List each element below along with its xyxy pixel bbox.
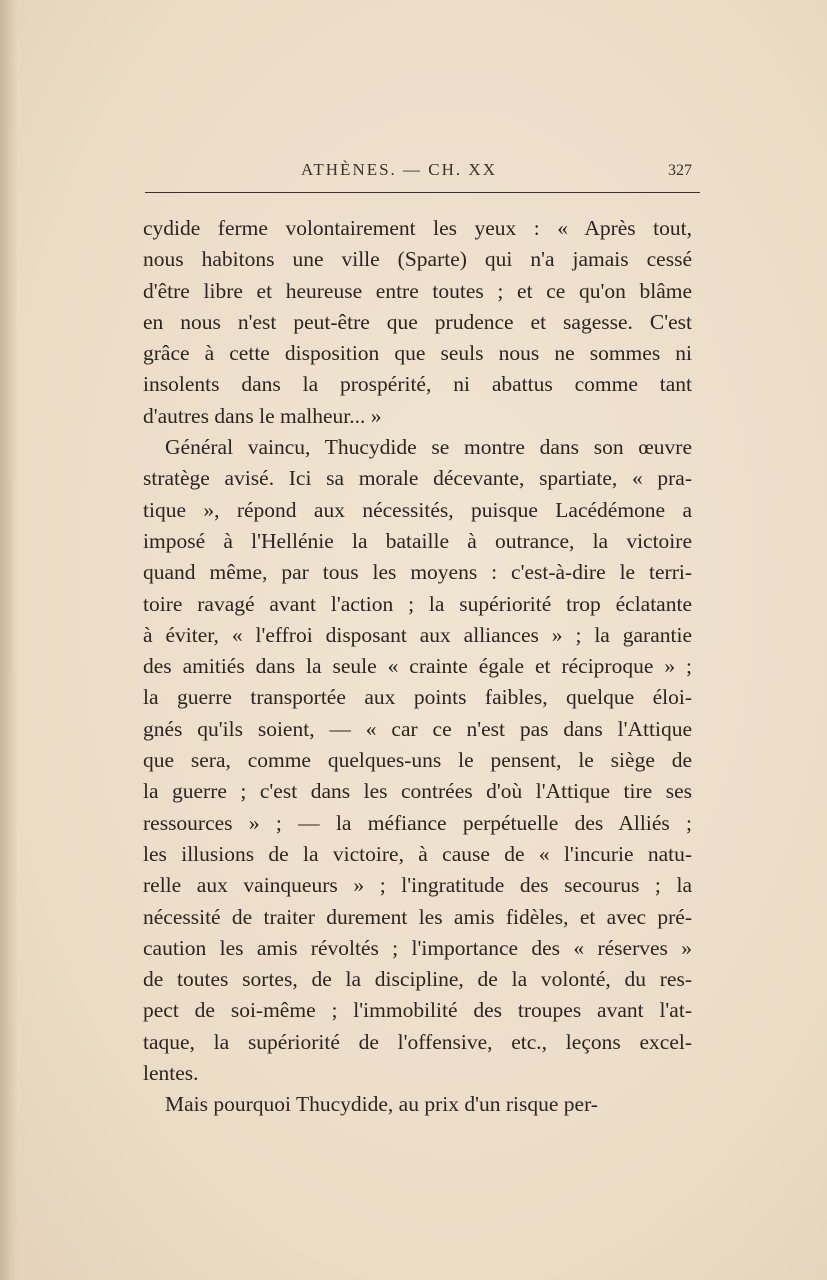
text-line: quand même, par tous les moyens : c'est-à-dire le terri- xyxy=(143,560,692,585)
text-line: de toutes sortes, de la discipline, de la volonté, du res- xyxy=(143,967,692,992)
text-line: la guerre ; c'est dans les contrées d'où l'Attique tire ses xyxy=(143,779,692,804)
text-line: d'autres dans le malheur... » xyxy=(143,403,382,428)
text-line: lentes. xyxy=(143,1061,199,1086)
text-line: tique », répond aux nécessités, puisque Lacédémone a xyxy=(143,497,692,522)
text-line: caution les amis révoltés ; l'importance des « réserves » xyxy=(143,935,692,960)
text-line: ressources » ; — la méfiance perpétuelle des Alliés ; xyxy=(143,810,692,835)
body-text xyxy=(143,213,692,1121)
binding-gutter xyxy=(0,0,18,1280)
text-line: pect de soi-même ; l'immobilité des troupes avant l'at- xyxy=(143,998,692,1023)
text-line: toire ravagé avant l'action ; la supériorité trop éclatante xyxy=(143,591,692,616)
text-line: grâce à cette disposition que seuls nous ne sommes ni xyxy=(143,341,692,366)
text-line: insolents dans la prospérité, ni abattus comme tant xyxy=(143,372,692,397)
text-line: à éviter, « l'effroi disposant aux alliances » ; la garantie xyxy=(143,622,692,647)
text-line: que sera, comme quelques-uns le pensent, le siège de xyxy=(143,748,692,773)
text-line: les illusions de la victoire, à cause de « l'incurie natu- xyxy=(143,841,692,866)
header-rule xyxy=(145,192,700,193)
text-line: relle aux vainqueurs » ; l'ingratitude des secourus ; la xyxy=(143,873,692,898)
text-line: nécessité de traiter durement les amis fidèles, et avec pré- xyxy=(143,904,692,929)
text-line: stratège avisé. Ici sa morale décevante, spartiate, « pra- xyxy=(143,466,692,491)
text-line: gnés qu'ils soient, — « car ce n'est pas dans l'Attique xyxy=(143,716,692,741)
text-line: Mais pourquoi Thucydide, au prix d'un risque per- xyxy=(165,1092,598,1117)
page-number: 327 xyxy=(668,162,692,179)
running-title: ATHÈNES. — CH. XX xyxy=(301,160,497,179)
text-line: Général vaincu, Thucydide se montre dans son œuvre xyxy=(165,435,692,460)
text-line: taque, la supériorité de l'offensive, etc., leçons excel- xyxy=(143,1029,692,1054)
text-line: la guerre transportée aux points faibles, quelque éloi- xyxy=(143,685,692,710)
text-line: nous habitons une ville (Sparte) qui n'a jamais cessé xyxy=(143,247,692,272)
text-line: en nous n'est peut-être que prudence et sagesse. C'est xyxy=(143,309,692,334)
text-line: d'être libre et heureuse entre toutes ; et ce qu'on blâme xyxy=(143,278,692,303)
text-line: des amitiés dans la seule « crainte égale et réciproque » ; xyxy=(143,654,692,679)
running-header xyxy=(145,158,700,188)
text-line: imposé à l'Hellénie la bataille à outrance, la victoire xyxy=(143,528,692,553)
text-line: cydide ferme volontairement les yeux : « Après tout, xyxy=(143,216,692,240)
